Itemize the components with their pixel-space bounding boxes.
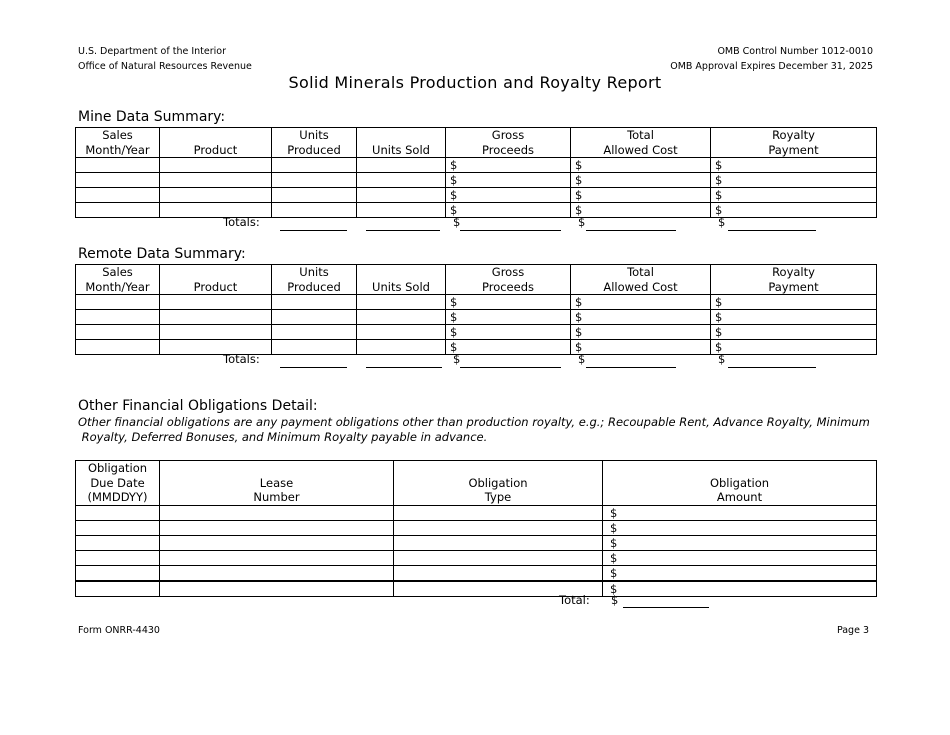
mine-gross-proceeds-total-symbol: $ <box>453 215 461 229</box>
royalty-payment-cell[interactable]: $ <box>711 295 877 310</box>
sales-month-cell[interactable] <box>76 188 160 203</box>
table-row <box>76 581 877 597</box>
units-produced-cell[interactable] <box>272 310 357 325</box>
other-obligations-note-line1: Other financial obligations are any payment obligations other than production royalty, e.g.; Recoupable Rent, Advance Royalty, Minimum <box>78 415 870 429</box>
units-sold-cell[interactable] <box>357 310 446 325</box>
remote-units-sold-total-field[interactable] <box>366 367 442 368</box>
col-header-units-sold: Units Sold <box>357 128 446 158</box>
lease-number-cell[interactable] <box>160 505 394 520</box>
units-sold-cell[interactable] <box>357 203 446 218</box>
mine-allowed-cost-total-symbol: $ <box>578 215 586 229</box>
col-header-total-allowed-cost: Total Allowed Cost <box>571 128 711 158</box>
sales-month-cell[interactable] <box>76 340 160 355</box>
table-row <box>76 550 877 565</box>
remote-summary-table <box>75 264 877 355</box>
gross-proceeds-cell[interactable]: $ <box>446 188 571 203</box>
col-header-sales-month-year: Sales Month/Year <box>76 128 160 158</box>
royalty-payment-cell[interactable]: $ <box>711 310 877 325</box>
table-row <box>76 158 877 173</box>
gross-proceeds-cell[interactable]: $ <box>446 203 571 218</box>
units-sold-cell[interactable] <box>357 340 446 355</box>
royalty-payment-cell[interactable]: $ <box>711 203 877 218</box>
sales-month-cell[interactable] <box>76 310 160 325</box>
obligation-amount-cell[interactable]: $ <box>603 581 877 597</box>
page-title: Solid Minerals Production and Royalty Report <box>288 73 662 92</box>
gross-proceeds-cell[interactable]: $ <box>446 173 571 188</box>
sales-month-cell[interactable] <box>76 203 160 218</box>
sales-month-cell[interactable] <box>76 295 160 310</box>
due-date-cell[interactable] <box>76 535 160 550</box>
table-row <box>76 520 877 535</box>
obligation-type-cell[interactable] <box>394 520 603 535</box>
remote-units-produced-total-field[interactable] <box>280 367 347 368</box>
obligations-total-field[interactable] <box>623 607 709 608</box>
omb-control-number: OMB Control Number 1012-0010 <box>717 46 873 57</box>
allowed-cost-cell[interactable]: $ <box>571 203 711 218</box>
royalty-payment-cell[interactable]: $ <box>711 325 877 340</box>
col-header-units-produced: Units Produced <box>272 128 357 158</box>
units-produced-cell[interactable] <box>272 295 357 310</box>
lease-number-cell[interactable] <box>160 535 394 550</box>
mine-units-produced-total-field[interactable] <box>280 230 347 231</box>
royalty-payment-cell[interactable]: $ <box>711 188 877 203</box>
allowed-cost-cell[interactable]: $ <box>571 158 711 173</box>
product-cell[interactable] <box>160 173 272 188</box>
due-date-cell[interactable] <box>76 520 160 535</box>
sales-month-cell[interactable] <box>76 173 160 188</box>
gross-proceeds-cell[interactable]: $ <box>446 340 571 355</box>
sales-month-cell[interactable] <box>76 325 160 340</box>
allowed-cost-cell[interactable]: $ <box>571 340 711 355</box>
col-header-gross-proceeds: Gross Proceeds <box>446 265 571 295</box>
table-row <box>76 325 877 340</box>
remote-allowed-cost-total-symbol: $ <box>578 352 586 366</box>
units-produced-cell[interactable] <box>272 203 357 218</box>
obligation-amount-cell[interactable]: $ <box>603 550 877 565</box>
allowed-cost-cell[interactable]: $ <box>571 310 711 325</box>
lease-number-cell[interactable] <box>160 565 394 581</box>
lease-number-cell[interactable] <box>160 581 394 597</box>
office-name: Office of Natural Resources Revenue <box>78 61 252 72</box>
col-header-product: Product <box>160 128 272 158</box>
obligation-type-cell[interactable] <box>394 550 603 565</box>
obligation-type-cell[interactable] <box>394 535 603 550</box>
col-header-product: Product <box>160 265 272 295</box>
form-number: Form ONRR-4430 <box>78 625 160 636</box>
obligation-amount-cell[interactable]: $ <box>603 505 877 520</box>
units-produced-cell[interactable] <box>272 325 357 340</box>
mine-summary-table <box>75 127 877 218</box>
product-cell[interactable] <box>160 295 272 310</box>
col-header-lease-number: Lease Number <box>160 461 394 506</box>
omb-approval-expires: OMB Approval Expires December 31, 2025 <box>670 61 873 72</box>
units-sold-cell[interactable] <box>357 158 446 173</box>
department-name: U.S. Department of the Interior <box>78 46 226 57</box>
due-date-cell[interactable] <box>76 550 160 565</box>
table-header-row <box>76 461 877 506</box>
table-header-row <box>76 128 877 158</box>
units-sold-cell[interactable] <box>357 188 446 203</box>
units-produced-cell[interactable] <box>272 158 357 173</box>
gross-proceeds-cell[interactable]: $ <box>446 325 571 340</box>
mine-totals-label: Totals: <box>223 215 260 229</box>
other-obligations-note-line2: Royalty, Deferred Bonuses, and Minimum Royalty payable in advance. <box>78 430 488 444</box>
col-header-obligation-due-date: Obligation Due Date (MMDDYY) <box>76 461 160 506</box>
other-obligations-heading: Other Financial Obligations Detail: <box>78 398 318 414</box>
royalty-payment-cell[interactable]: $ <box>711 340 877 355</box>
mine-royalty-total-symbol: $ <box>718 215 726 229</box>
col-header-sales-month-year: Sales Month/Year <box>76 265 160 295</box>
mine-allowed-cost-total-field[interactable] <box>586 230 676 231</box>
obligations-total-label: Total: <box>559 593 590 607</box>
table-row <box>76 340 877 355</box>
remote-gross-proceeds-total-symbol: $ <box>453 352 461 366</box>
table-row <box>76 505 877 520</box>
table-row <box>76 188 877 203</box>
units-produced-cell[interactable] <box>272 188 357 203</box>
mine-units-sold-total-field[interactable] <box>366 230 440 231</box>
units-sold-cell[interactable] <box>357 173 446 188</box>
obligation-amount-cell[interactable]: $ <box>603 535 877 550</box>
allowed-cost-cell[interactable]: $ <box>571 188 711 203</box>
table-row <box>76 203 877 218</box>
product-cell[interactable] <box>160 158 272 173</box>
gross-proceeds-cell[interactable]: $ <box>446 310 571 325</box>
sales-month-cell[interactable] <box>76 158 160 173</box>
gross-proceeds-cell[interactable]: $ <box>446 158 571 173</box>
allowed-cost-cell[interactable]: $ <box>571 295 711 310</box>
due-date-cell[interactable] <box>76 565 160 581</box>
col-header-royalty-payment: Royalty Payment <box>711 128 877 158</box>
table-header-row <box>76 265 877 295</box>
product-cell[interactable] <box>160 188 272 203</box>
table-row <box>76 173 877 188</box>
obligation-type-cell[interactable] <box>394 505 603 520</box>
col-header-obligation-amount: Obligation Amount <box>603 461 877 506</box>
obligation-amount-cell[interactable]: $ <box>603 565 877 581</box>
col-header-gross-proceeds: Gross Proceeds <box>446 128 571 158</box>
units-produced-cell[interactable] <box>272 340 357 355</box>
obligation-amount-cell[interactable]: $ <box>603 520 877 535</box>
remote-royalty-total-field[interactable] <box>728 367 816 368</box>
due-date-cell[interactable] <box>76 581 160 597</box>
table-row <box>76 295 877 310</box>
allowed-cost-cell[interactable]: $ <box>571 173 711 188</box>
page-number: Page 3 <box>836 625 869 636</box>
remote-royalty-total-symbol: $ <box>718 352 726 366</box>
royalty-payment-cell[interactable]: $ <box>711 158 877 173</box>
table-row <box>76 535 877 550</box>
table-row <box>76 310 877 325</box>
obligations-total-symbol: $ <box>611 593 619 607</box>
mine-royalty-total-field[interactable] <box>728 230 816 231</box>
units-sold-cell[interactable] <box>357 295 446 310</box>
col-header-units-produced: Units Produced <box>272 265 357 295</box>
remote-totals-label: Totals: <box>223 352 260 366</box>
col-header-obligation-type: Obligation Type <box>394 461 603 506</box>
royalty-payment-cell[interactable]: $ <box>711 173 877 188</box>
mine-summary-heading: Mine Data Summary: <box>78 109 226 125</box>
units-produced-cell[interactable] <box>272 173 357 188</box>
obligation-type-cell[interactable] <box>394 565 603 581</box>
remote-gross-proceeds-total-field[interactable] <box>460 367 561 368</box>
units-sold-cell[interactable] <box>357 325 446 340</box>
mine-gross-proceeds-total-field[interactable] <box>460 230 561 231</box>
remote-summary-heading: Remote Data Summary: <box>78 246 246 262</box>
due-date-cell[interactable] <box>76 505 160 520</box>
col-header-units-sold: Units Sold <box>357 265 446 295</box>
lease-number-cell[interactable] <box>160 520 394 535</box>
lease-number-cell[interactable] <box>160 550 394 565</box>
col-header-royalty-payment: Royalty Payment <box>711 265 877 295</box>
table-row <box>76 565 877 581</box>
product-cell[interactable] <box>160 325 272 340</box>
col-header-total-allowed-cost: Total Allowed Cost <box>571 265 711 295</box>
remote-allowed-cost-total-field[interactable] <box>586 367 676 368</box>
product-cell[interactable] <box>160 310 272 325</box>
allowed-cost-cell[interactable]: $ <box>571 325 711 340</box>
other-obligations-table <box>75 460 877 597</box>
gross-proceeds-cell[interactable]: $ <box>446 295 571 310</box>
